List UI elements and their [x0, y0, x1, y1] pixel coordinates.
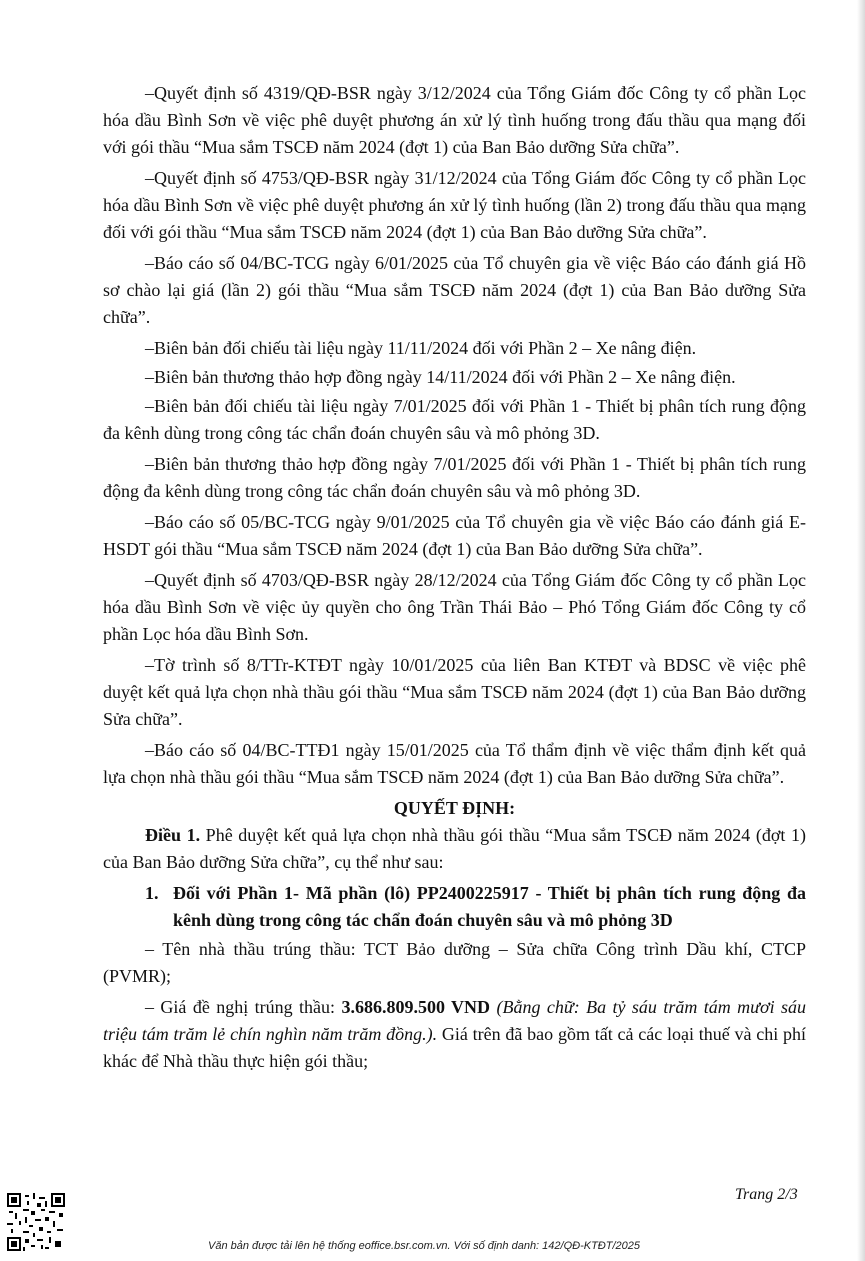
price-words: (Bằng chữ: Ba tỷ sáu trăm tám mươi sáu triệu tám trăm lẻ chín nghìn năm trăm đồng.).	[103, 997, 807, 1044]
reference-paragraph: –Quyết định số 4319/QĐ-BSR ngày 3/12/2024 của Tổng Giám đốc Công ty cổ phần Lọc hóa dầu Bình Sơn về việc phê duyệt phương án xử lý tình huống trong đấu thầu qua mạng đối với gói thầu “Mua sắm TSCĐ năm 2024 (đợt 1) của Ban Bảo dưỡng Sửa chữa”.	[103, 83, 806, 157]
reference-paragraph: –Biên bản thương thảo hợp đồng ngày 14/11/2024 đối với Phần 2 – Xe nâng điện.	[145, 367, 736, 387]
reference-paragraph: –Báo cáo số 04/BC-TCG ngày 6/01/2025 của Tổ chuyên gia về việc Báo cáo đánh giá Hồ sơ chào lại giá (lần 2) gói thầu “Mua sắm TSCĐ năm 2024 (đợt 1) của Ban Bảo dưỡng Sửa chữa”.	[103, 253, 806, 327]
page-edge-shadow	[857, 0, 865, 1261]
numbered-item	[103, 880, 806, 934]
article-text: Phê duyệt kết quả lựa chọn nhà thầu gói thầu “Mua sắm TSCĐ năm 2024 (đợt 1) của Ban Bảo dưỡng Sửa chữa”, cụ thể như sau:	[103, 825, 806, 872]
reference-paragraph: –Quyết định số 4753/QĐ-BSR ngày 31/12/2024 của Tổng Giám đốc Công ty cổ phần Lọc hóa dầu Bình Sơn về việc phê duyệt phương án xử lý tình huống (lần 2) trong đấu thầu qua mạng đối với gói thầu “Mua sắm TSCĐ năm 2024 (đợt 1) của Ban Bảo dưỡng Sửa chữa”.	[103, 168, 806, 242]
qr-code	[7, 1193, 65, 1251]
price-value: 3.686.809.500 VND	[341, 997, 491, 1017]
winner-line: – Tên nhà thầu trúng thầu: TCT Bảo dưỡng – Sửa chữa Công trình Dầu khí, CTCP (PVMR);	[103, 939, 806, 986]
reference-paragraph: –Biên bản thương thảo hợp đồng ngày 7/01/2025 đối với Phần 1 - Thiết bị phân tích rung động đa kênh dùng trong công tác chẩn đoán chuyên sâu và mô phỏng 3D.	[103, 454, 806, 501]
item-number: 1.	[145, 883, 159, 903]
price-line	[103, 994, 806, 1075]
reference-paragraph: –Báo cáo số 05/BC-TCG ngày 9/01/2025 của Tổ chuyên gia về việc Báo cáo đánh giá E-HSDT gói thầu “Mua sắm TSCĐ năm 2024 (đợt 1) của Ban Bảo dưỡng Sửa chữa”.	[103, 512, 806, 559]
reference-paragraph: –Quyết định số 4703/QĐ-BSR ngày 28/12/2024 của Tổng Giám đốc Công ty cổ phần Lọc hóa dầu Bình Sơn về việc ủy quyền cho ông Trần Thái Bảo – Phó Tổng Giám đốc Công ty cổ phần Lọc hóa dầu Bình Sơn.	[103, 570, 806, 644]
page-number: Trang 2/3	[735, 1186, 798, 1203]
reference-paragraph: –Tờ trình số 8/TTr-KTĐT ngày 10/01/2025 của liên Ban KTĐT và BDSC về việc phê duyệt kết quả lựa chọn nhà thầu gói thầu “Mua sắm TSCĐ năm 2024 (đợt 1) của Ban Bảo dưỡng Sửa chữa”.	[103, 655, 806, 729]
reference-paragraph: –Biên bản đối chiếu tài liệu ngày 11/11/2024 đối với Phần 2 – Xe nâng điện.	[145, 338, 697, 358]
decision-heading: QUYẾT ĐỊNH:	[393, 798, 516, 818]
article-label: Điều 1.	[145, 825, 201, 845]
reference-paragraph: –Biên bản đối chiếu tài liệu ngày 7/01/2025 đối với Phần 1 - Thiết bị phân tích rung động đa kênh dùng trong công tác chẩn đoán chuyên sâu và mô phỏng 3D.	[103, 396, 806, 443]
reference-paragraph: –Báo cáo số 04/BC-TTĐ1 ngày 15/01/2025 của Tổ thẩm định về việc thẩm định kết quả lựa chọn nhà thầu gói thầu “Mua sắm TSCĐ năm 2024 (đợt 1) của Ban Bảo dưỡng Sửa chữa”.	[103, 740, 806, 787]
upload-note: Văn bản được tải lên hệ thống eoffice.bsr.com.vn. Với số định danh: 142/QĐ-KTĐT/2025	[208, 1240, 640, 1252]
price-prefix: – Giá đề nghị trúng thầu:	[145, 997, 342, 1017]
document-body	[103, 80, 806, 1079]
article-1	[103, 822, 806, 876]
item-title: Đối với Phần 1- Mã phần (lô) PP2400225917 - Thiết bị phân tích rung động đa kênh dùng trong công tác chẩn đoán chuyên sâu và mô phỏng 3D	[173, 883, 806, 930]
price-suffix: Giá trên đã bao gồm tất cả các loại thuế và chi phí khác để Nhà thầu thực hiện gói thầu;	[103, 1024, 806, 1071]
